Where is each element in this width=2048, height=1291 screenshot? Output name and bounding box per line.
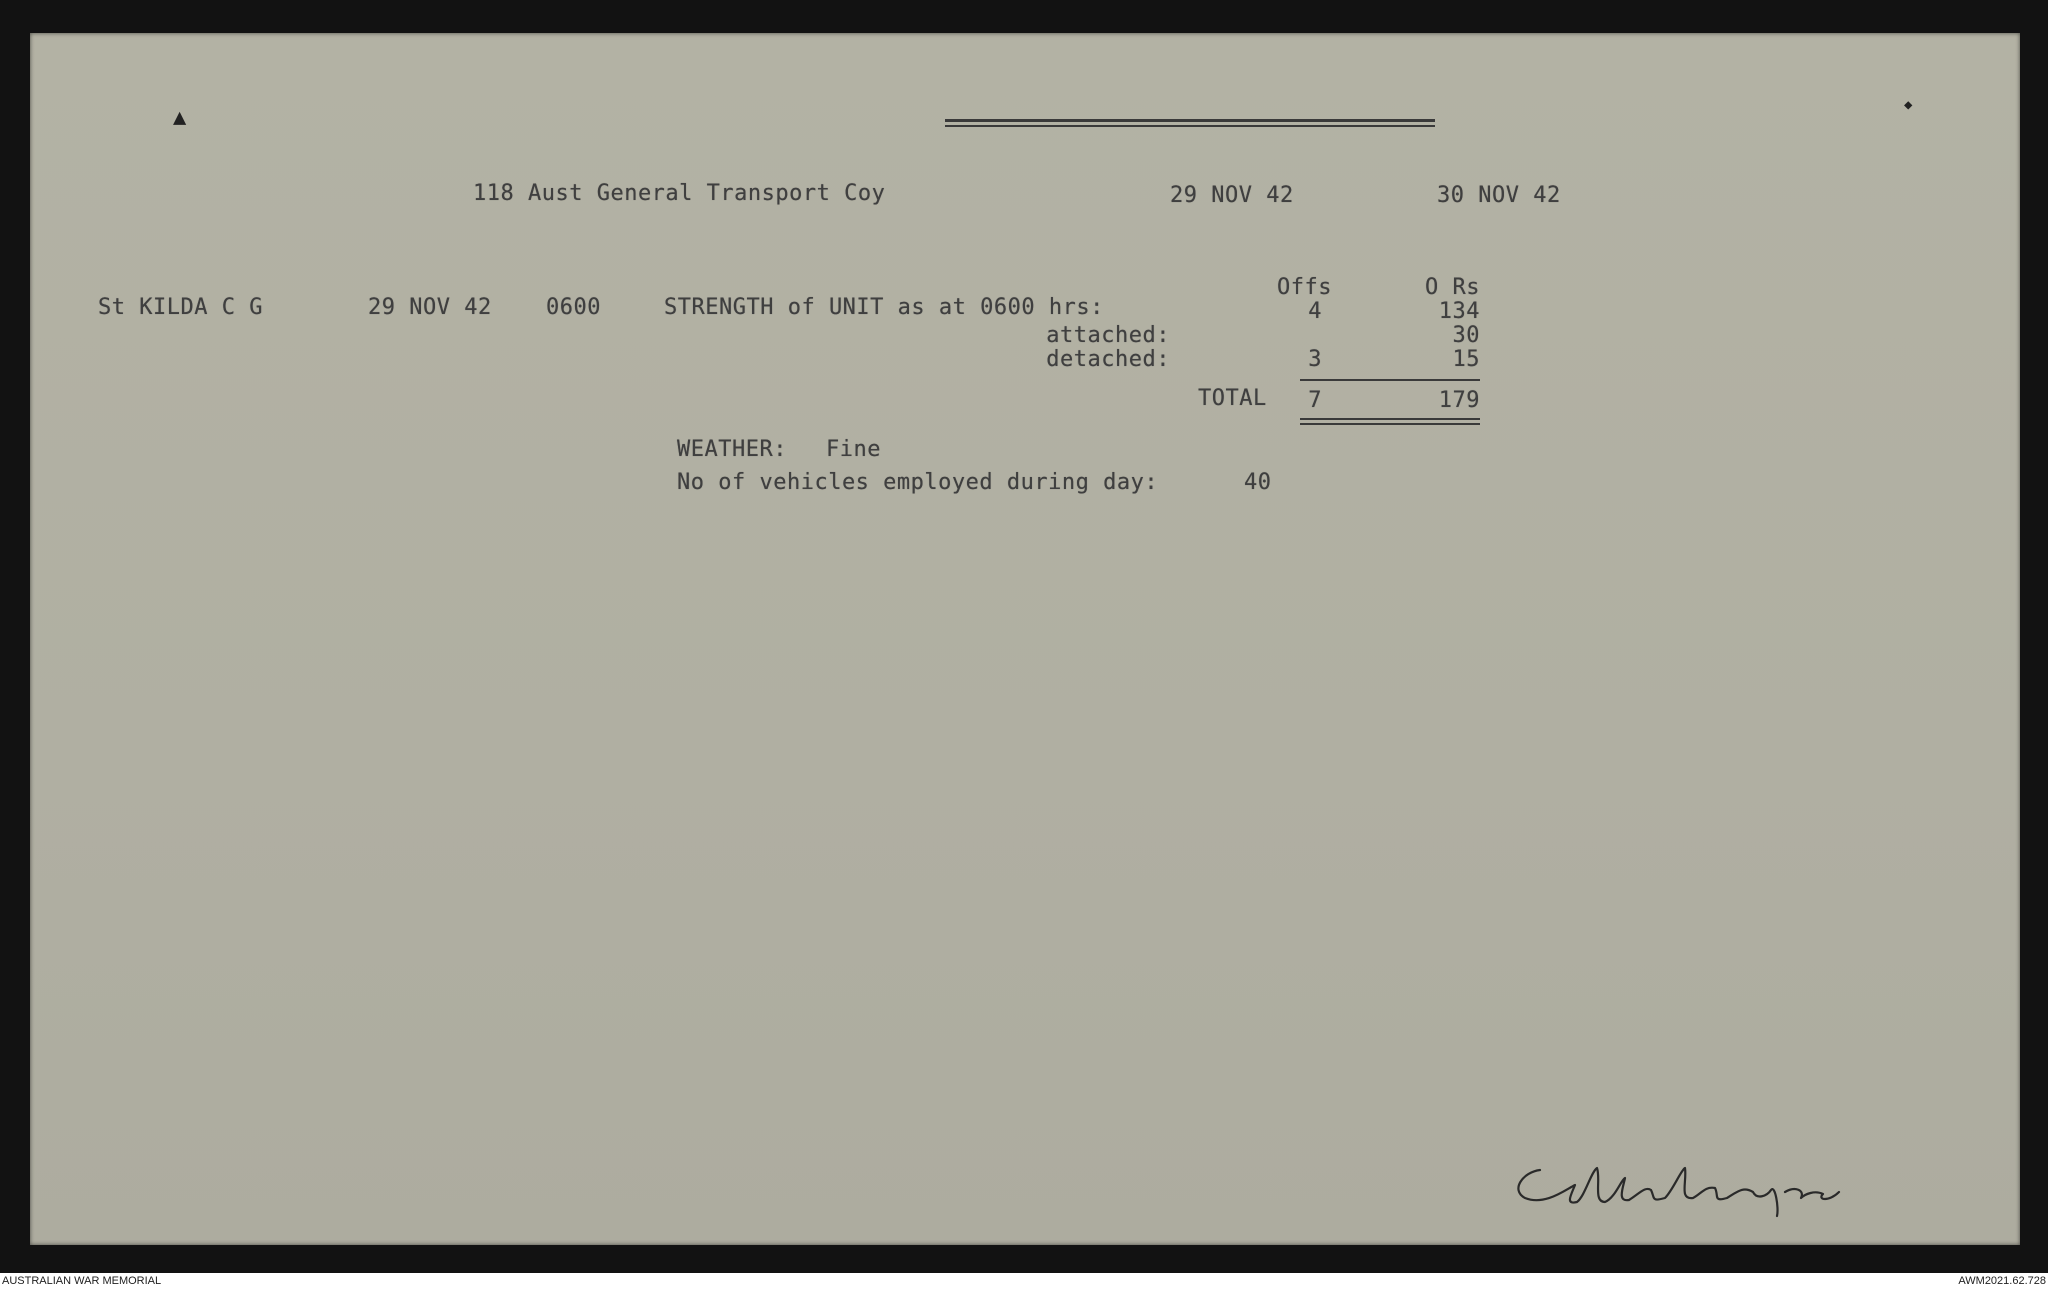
- row-0-offs: 4: [1308, 299, 1322, 324]
- weather-label: WEATHER:: [677, 437, 787, 462]
- subtotal-rule: [1300, 379, 1480, 381]
- punch-mark-left: ▲: [173, 105, 187, 130]
- col-offs-header: Offs: [1277, 275, 1332, 300]
- row-2-label: detached:: [1046, 347, 1170, 372]
- total-rule-1: [1300, 418, 1480, 420]
- total-offs: 7: [1308, 388, 1322, 413]
- punch-mark-right: ◆: [1904, 97, 1913, 113]
- total-ors: 179: [1438, 388, 1480, 413]
- archive-footer: [0, 1273, 2048, 1291]
- header-rule-2: [945, 125, 1435, 127]
- col-ors-header: O Rs: [1425, 275, 1480, 300]
- total-rule-2: [1300, 423, 1480, 425]
- row-2-offs: 3: [1308, 347, 1322, 372]
- row-2-ors: 15: [1452, 347, 1480, 372]
- row-1-ors: 30: [1452, 323, 1480, 348]
- strength-label: STRENGTH of UNIT as at 0600 hrs:: [664, 295, 1104, 320]
- vehicles-label: No of vehicles employed during day:: [677, 470, 1159, 495]
- total-label: TOTAL: [1198, 386, 1267, 411]
- date-to: 30 NOV 42: [1437, 183, 1561, 208]
- footer-accession: AWM2021.62.728: [1958, 1275, 2046, 1287]
- vehicles-value: 40: [1244, 470, 1272, 495]
- row-0-ors: 134: [1438, 299, 1480, 324]
- row-1-label: attached:: [1046, 323, 1170, 348]
- entry-time: 0600: [546, 295, 601, 320]
- header-rule: [945, 119, 1435, 122]
- place: St KILDA C G: [98, 295, 263, 320]
- signature: [1505, 1150, 1865, 1220]
- document-page: [30, 33, 2020, 1245]
- date-from: 29 NOV 42: [1170, 183, 1294, 208]
- weather-value: Fine: [826, 437, 881, 462]
- unit-name: 118 Aust General Transport Coy: [473, 181, 886, 206]
- footer-source: AUSTRALIAN WAR MEMORIAL: [2, 1275, 162, 1287]
- entry-date: 29 NOV 42: [368, 295, 492, 320]
